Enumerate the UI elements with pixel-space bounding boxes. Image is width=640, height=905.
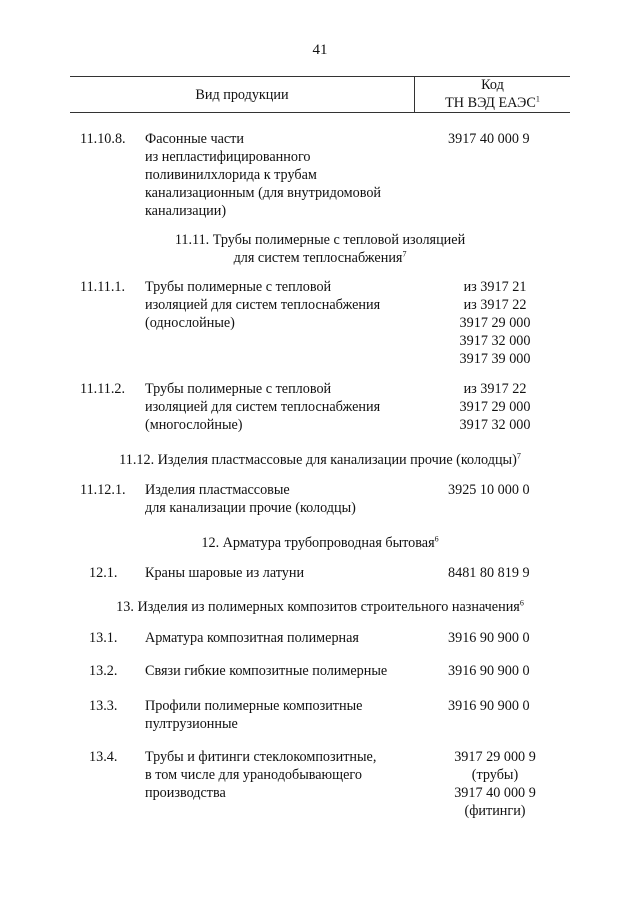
row-product-name: Трубы и фитинги стеклокомпозитные, в том числе для уранодобывающего производства xyxy=(145,749,377,801)
row-code: 3916 90 900 0 xyxy=(448,630,530,646)
row-number: 12.1. xyxy=(89,565,118,581)
row-product-name: Краны шаровые из латуни xyxy=(145,565,305,581)
header-bottom-rule xyxy=(70,112,570,113)
row-number: 13.3. xyxy=(89,698,118,714)
row-number: 13.2. xyxy=(89,663,118,679)
section-heading: 11.12. Изделия пластмассовые для канализации прочие (колодцы)$^7$ xyxy=(119,451,521,468)
row-code: 8481 80 819 9 xyxy=(448,565,530,581)
header-product-column: Вид продукции xyxy=(195,87,289,103)
row-product-name: Трубы полимерные с тепловой изоляцией для систем теплоснабжения (многослойные) xyxy=(145,381,381,433)
row-code: из 3917 22 3917 29 000 3917 32 000 xyxy=(459,381,531,433)
row-code: из 3917 21 из 3917 22 3917 29 000 3917 32 000 3917 39 000 xyxy=(459,279,531,367)
section-heading-line1: 11.11. Трубы полимерные с тепловой изоляцией xyxy=(174,232,466,248)
row-code: 3917 40 000 9 xyxy=(448,131,530,147)
row-product-name: Фасонные части из непластифицированного поливинилхлорида к трубам канализационным (для внутридомовой канализации) xyxy=(145,131,382,219)
row-product-name: Изделия пластмассовые для канализации прочие (колодцы) xyxy=(145,482,356,516)
row-code: 3916 90 900 0 xyxy=(448,698,530,714)
section-heading: 12. Арматура трубопроводная бытовая$^6$ xyxy=(201,534,439,551)
row-number: 11.11.1. xyxy=(80,279,126,295)
section-heading: 13. Изделия из полимерных композитов строительного назначения$^6$ xyxy=(116,598,524,615)
row-number: 11.11.2. xyxy=(80,381,126,397)
row-code: 3916 90 900 0 xyxy=(448,663,530,679)
row-number: 11.10.8. xyxy=(80,131,126,147)
section-heading-line2: для систем теплоснабжения$^7$ xyxy=(233,249,407,266)
page-number: 41 xyxy=(312,42,328,58)
row-product-name: Трубы полимерные с тепловой изоляцией для систем теплоснабжения (однослойные) xyxy=(145,279,381,331)
header-code-line2: ТН ВЭД ЕАЭС$^1$ xyxy=(445,94,540,111)
row-code: 3925 10 000 0 xyxy=(448,482,530,498)
row-product-name: Арматура композитная полимерная xyxy=(145,630,359,646)
row-code: 3917 29 000 9 (трубы) 3917 40 000 9 (фитинги) xyxy=(454,749,536,819)
header-code-line1: Код xyxy=(481,77,504,93)
row-product-name: Связи гибкие композитные полимерные xyxy=(145,663,388,679)
row-product-name: Профили полимерные композитные пултрузионные xyxy=(145,698,363,732)
row-number: 11.12.1. xyxy=(80,482,126,498)
row-number: 13.4. xyxy=(89,749,118,765)
row-number: 13.1. xyxy=(89,630,118,646)
